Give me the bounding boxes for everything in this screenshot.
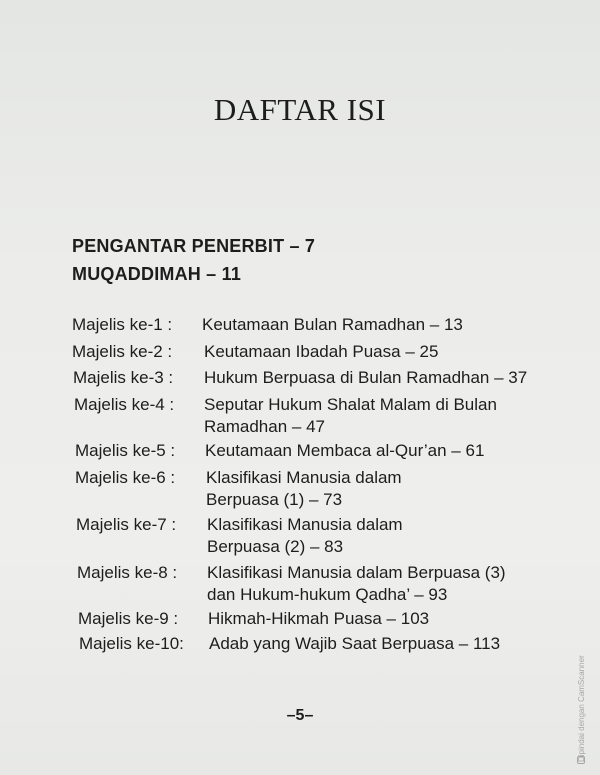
heading-muqaddimah: MUQADDIMAH – 11 <box>72 264 242 284</box>
toc-entry-label: Majelis ke-3 : <box>73 368 174 387</box>
toc-entry-label: Majelis ke-2 : <box>72 342 173 361</box>
toc-entry-title: Berpuasa (1) – 73 <box>206 490 343 509</box>
toc-entry-title: Klasifikasi Manusia dalam <box>207 515 403 534</box>
heading-pengantar-penerbit: PENGANTAR PENERBIT – 7 <box>72 236 316 256</box>
toc-entry-label: Majelis ke-5 : <box>75 441 176 460</box>
toc-entry-title: Keutamaan Membaca al-Qur’an – 61 <box>205 441 485 460</box>
scanner-watermark <box>574 640 588 765</box>
toc-entry-title: Klasifikasi Manusia dalam Berpuasa (3) <box>207 563 506 582</box>
toc-entry-label: Majelis ke-8 : <box>77 563 178 582</box>
toc-entry-title: Keutamaan Ibadah Puasa – 25 <box>204 342 439 361</box>
page-title: DAFTAR ISI <box>213 92 387 127</box>
page-number: –5– <box>286 707 314 724</box>
toc-entry-title: Adab yang Wajib Saat Berpuasa – 113 <box>209 634 501 653</box>
toc-entry-title: Berpuasa (2) – 83 <box>207 537 344 556</box>
toc-entry-label: Majelis ke-7 : <box>76 515 177 534</box>
toc-entry-label: Majelis ke-9 : <box>78 609 179 628</box>
toc-entry-title: Ramadhan – 47 <box>204 417 325 436</box>
toc-entry-title: dan Hukum-hukum Qadha’ – 93 <box>207 585 448 604</box>
toc-entry-label: Majelis ke-10: <box>79 634 184 653</box>
toc-entry-title: Hikmah-Hikmah Puasa – 103 <box>208 609 430 628</box>
toc-entry-title: Seputar Hukum Shalat Malam di Bulan <box>204 395 497 414</box>
toc-entry-title: Klasifikasi Manusia dalam <box>206 468 402 487</box>
toc-entry-label: Majelis ke-4 : <box>74 395 175 414</box>
scanner-watermark-text: Dipindai dengan CamScanner <box>577 655 586 762</box>
camscanner-icon <box>577 756 585 764</box>
toc-entry-title: Hukum Berpuasa di Bulan Ramadhan – 37 <box>204 368 528 387</box>
toc-entry-label: Majelis ke-1 : <box>72 315 173 334</box>
toc-entry-label: Majelis ke-6 : <box>75 468 176 487</box>
toc-entry-title: Keutamaan Bulan Ramadhan – 13 <box>202 315 463 334</box>
